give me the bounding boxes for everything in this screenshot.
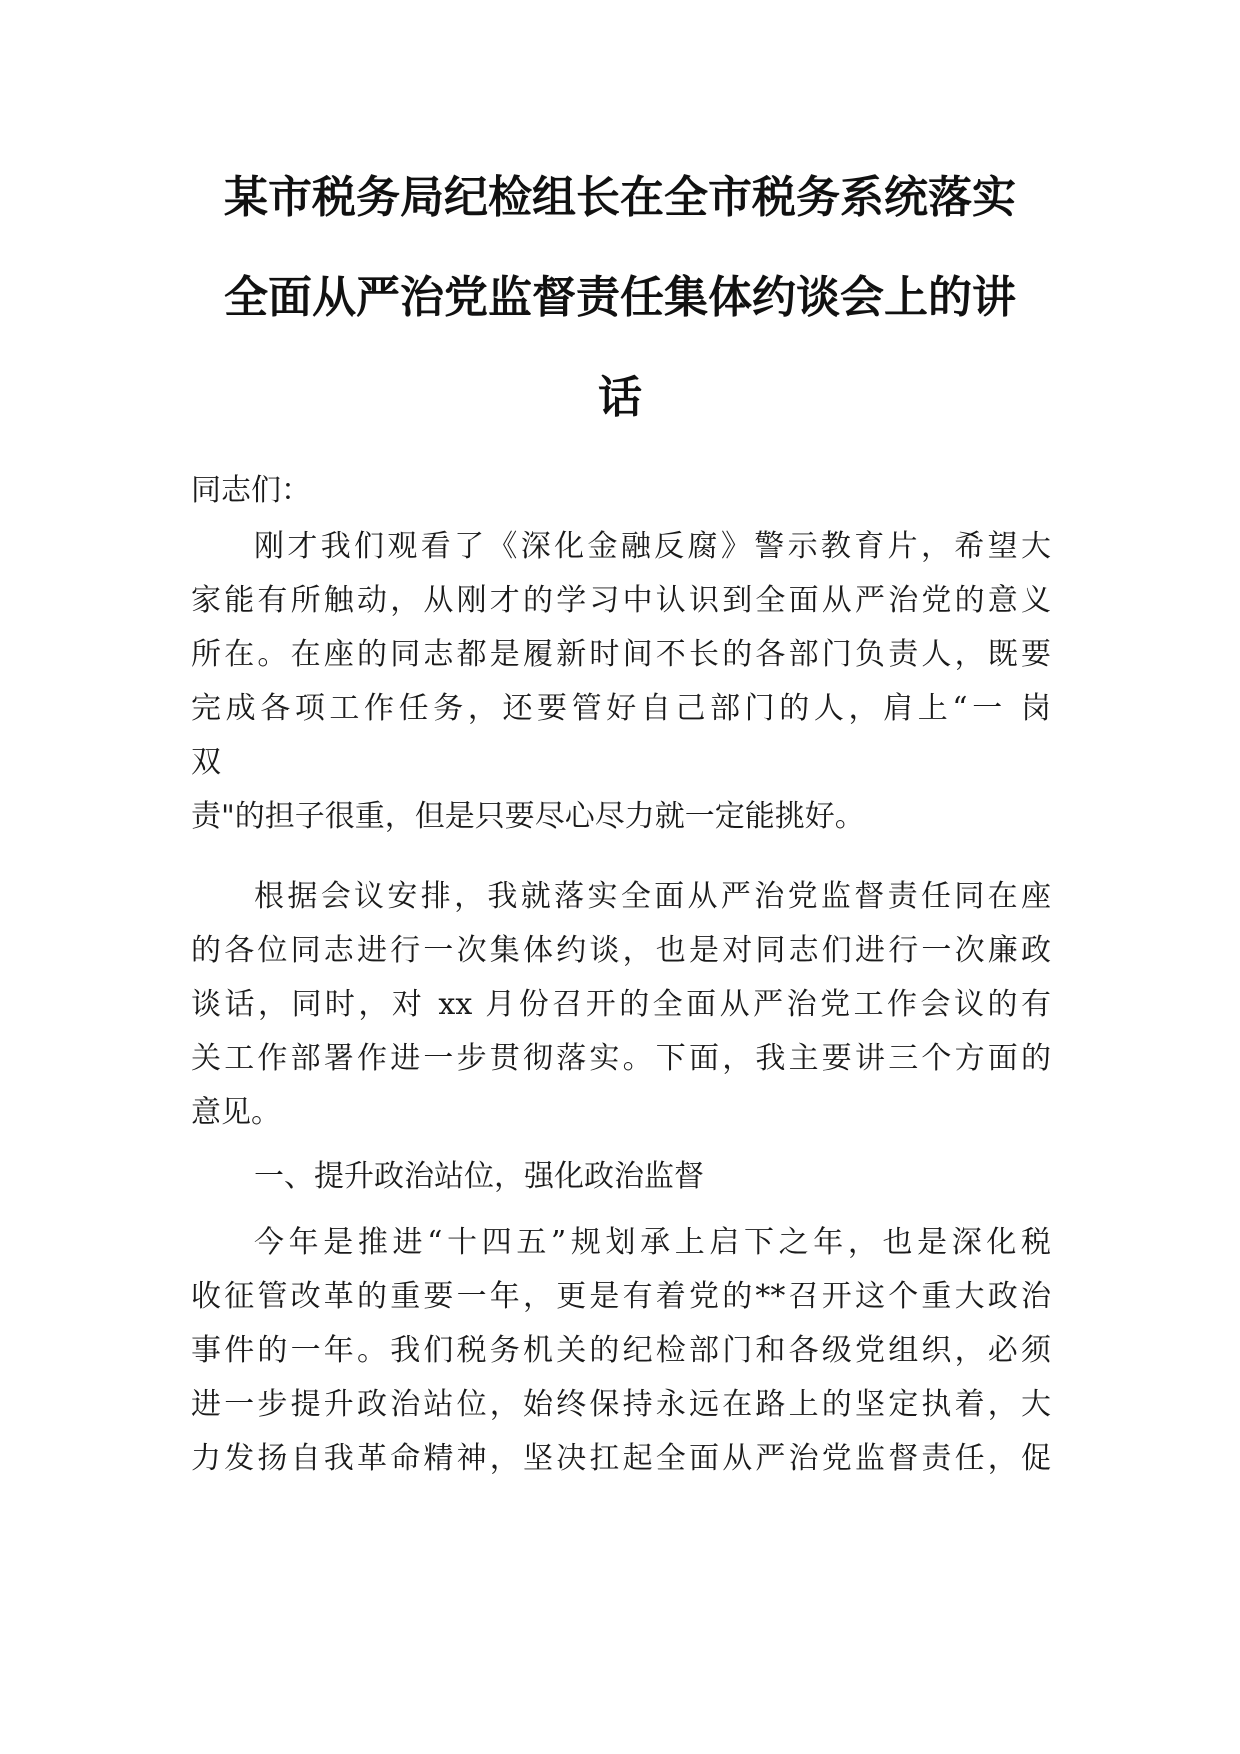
paragraph-2-line: 谈话，同时，对 xx 月份召开的全面从严治党工作会议的有 bbox=[191, 987, 1051, 1022]
paragraph-3-line: 今年是推进“十四五”规划承上启下之年，也是深化税 bbox=[254, 1225, 1051, 1260]
paragraph-3-line: 收征管改革的重要一年，更是有着党的**召开这个重大政治 bbox=[191, 1279, 1051, 1314]
paragraph-2-line: 关工作部署作进一步贯彻落实。下面，我主要讲三个方面的 bbox=[191, 1041, 1051, 1076]
paragraph-3-line: 力发扬自我革命精神，坚决扛起全面从严治党监督责任，促 bbox=[191, 1441, 1051, 1476]
paragraph-1-line: 双 bbox=[191, 745, 221, 780]
paragraph-3-line: 事件的一年。我们税务机关的纪检部门和各级党组织，必须 bbox=[191, 1333, 1051, 1368]
paragraph-3-line: 进一步提升政治站位，始终保持永远在路上的坚定执着，大 bbox=[191, 1387, 1051, 1422]
paragraph-2-line: 根据会议安排，我就落实全面从严治党监督责任同在座 bbox=[254, 879, 1051, 914]
salutation: 同志们： bbox=[191, 473, 311, 508]
paragraph-2-line: 的各位同志进行一次集体约谈，也是对同志们进行一次廉政 bbox=[191, 933, 1051, 968]
paragraph-1-line: 家能有所触动，从刚才的学习中认识到全面从严治党的意义 bbox=[191, 583, 1051, 618]
paragraph-1-line: 刚才我们观看了《深化金融反腐》警示教育片，希望大 bbox=[254, 529, 1051, 564]
paragraph-2-line: 意见。 bbox=[191, 1095, 281, 1130]
section-heading: 一、提升政治站位，强化政治监督 bbox=[254, 1159, 704, 1194]
paragraph-1-line: 责"的担子很重，但是只要尽心尽力就一定能挑好。 bbox=[191, 799, 865, 834]
document-title-line-3: 话 bbox=[598, 372, 642, 423]
document-title-line-2: 全面从严治党监督责任集体约谈会上的讲 bbox=[224, 272, 1016, 323]
document-title-line-1: 某市税务局纪检组长在全市税务系统落实 bbox=[224, 172, 1016, 223]
paragraph-1-line: 完成各项工作任务，还要管好自己部门的人，肩上“一 岗 bbox=[191, 691, 1051, 726]
paragraph-1-line: 所在。在座的同志都是履新时间不长的各部门负责人，既要 bbox=[191, 637, 1051, 672]
